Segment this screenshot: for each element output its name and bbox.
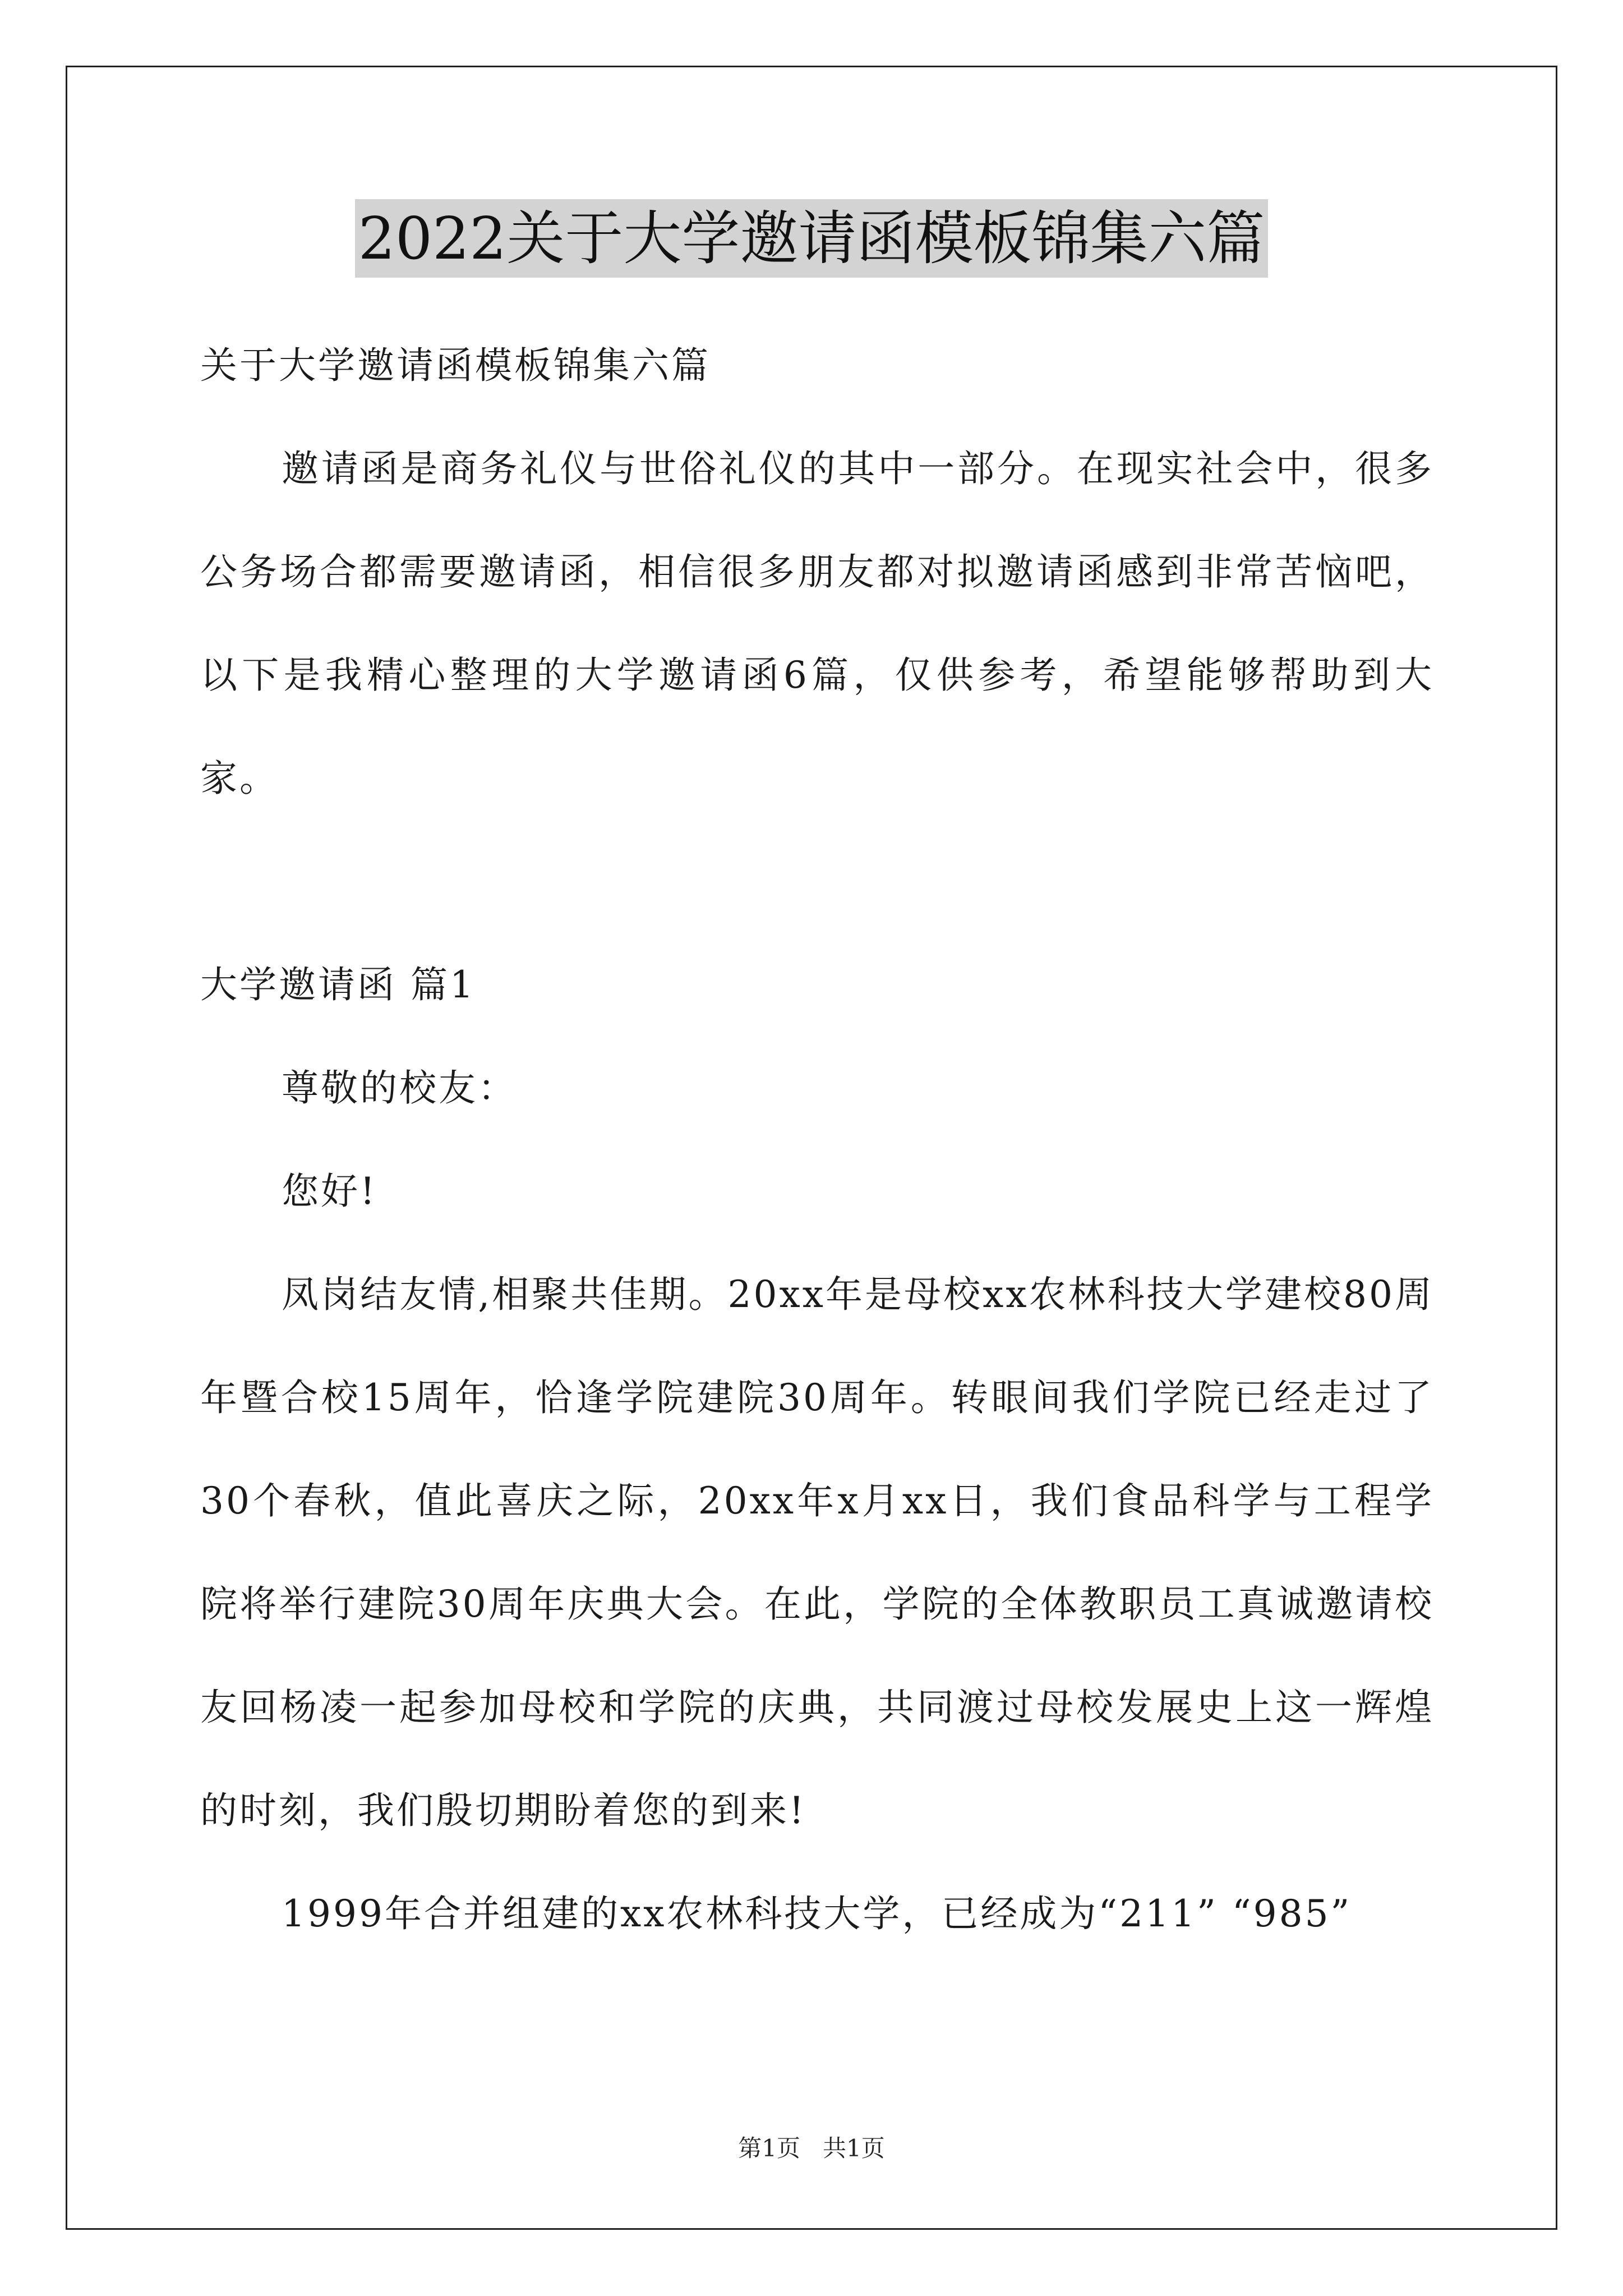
document-subtitle: 关于大学邀请函模板锦集六篇	[200, 344, 711, 387]
body-paragraph-2: 1999年合并组建的xx农林科技大学，已经成为“211” “985”	[282, 1892, 1352, 1935]
spacer	[200, 830, 1434, 933]
salutation: 尊敬的校友：	[282, 1066, 517, 1110]
body-paragraph-1: 凤岗结友情,相聚共佳期。20xx年是母校xx农林科技大学建校80周年暨合校15周年，恰逢学院建院30周年。转眼间我们学院已经走过了30个春秋，值此喜庆之际，20xx年x月xx日，我们食品科学与工程学院将举行建院30周年庆典大会。在此，学院的全体教职员工真诚邀请校友回杨凌一起参加母校和学院的庆典，共同渡过母校发展史上这一辉煌的时刻，我们殷切期盼着您的到来!	[200, 1273, 1434, 1832]
page-number: 第1页	[738, 2134, 800, 2162]
document-title: 2022关于大学邀请函模板锦集六篇	[355, 199, 1269, 278]
title-wrap	[0, 199, 1623, 278]
page-total: 共1页	[823, 2134, 885, 2162]
greeting: 您好!	[282, 1170, 377, 1213]
intro-paragraph: 邀请函是商务礼仪与世俗礼仪的其中一部分。在现实社会中，很多公务场合都需要邀请函，相信很多朋友都对拟邀请函感到非常苦恼吧，以下是我精心整理的大学邀请函6篇，仅供参考，希望能够帮助到大家。	[200, 447, 1434, 800]
document-body	[200, 314, 1434, 1966]
section-heading: 大学邀请函 篇1	[200, 963, 476, 1006]
page-footer	[0, 2132, 1623, 2165]
